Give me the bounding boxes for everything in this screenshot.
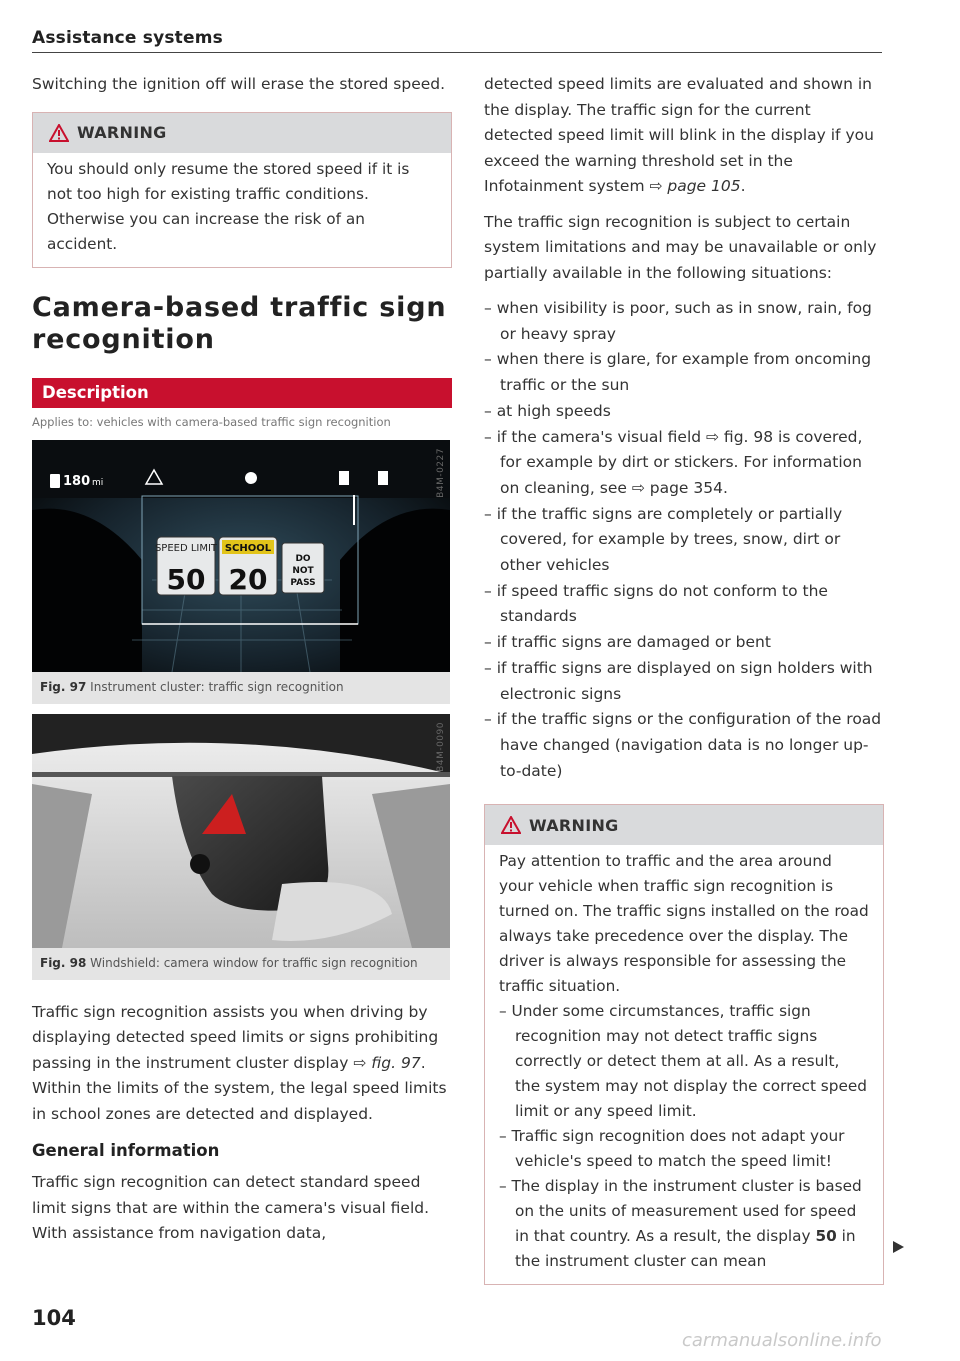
warning-header — [485, 805, 883, 845]
range-value: 180 — [63, 473, 91, 489]
list-item: – if traffic signs are damaged or bent — [484, 630, 884, 656]
speed-limit-value: 50 — [166, 562, 206, 596]
camera-lens-icon — [190, 854, 210, 874]
description-paragraph — [32, 1000, 452, 1128]
list-item: – if speed traffic signs do not conform to the standards — [484, 579, 884, 630]
text-run: Traffic sign recognition assists you when driving by displaying detected speed limits or signs prohibiting passing in the instrument cluster display — [32, 1002, 439, 1072]
warning-header — [33, 113, 451, 153]
settings-icon — [245, 472, 257, 484]
watermark: carmanualsonline.info — [682, 1330, 882, 1351]
section-title: Camera-based traffic sign recognition — [32, 291, 447, 355]
warning-triangle-icon — [49, 124, 69, 142]
text-run: in the instrument cluster can mean — [515, 1227, 856, 1271]
applies-note: Applies to: vehicles with camera-based traffic sign recognition — [32, 414, 391, 429]
list-item: – when there is glare, for example from oncoming traffic or the sun — [484, 347, 884, 398]
figure-code: B4M-0090 — [436, 721, 446, 772]
right-column — [484, 72, 884, 1285]
figure-97 — [32, 440, 450, 704]
warning-title: WARNING — [529, 815, 619, 835]
text-run: . — [740, 177, 746, 195]
page-number: 104 — [32, 1306, 76, 1330]
warning-box-1 — [32, 112, 452, 268]
list-item: – Under some circumstances, traffic sign recognition may not detect traffic signs correctly or detect them at all. As a result, the system may not display the correct speed limit or any speed limit. — [499, 999, 869, 1124]
warning-box-2 — [484, 804, 884, 1285]
text-run: detected speed limits are evaluated and shown in the display. The traffic sign for the current detected speed limit will blink in the display if you exceed the warning threshold set in the Infotainment system — [484, 75, 874, 195]
page-reference-link[interactable]: ⇨ page 105 — [649, 177, 741, 195]
figure-caption — [32, 672, 450, 704]
dnp-line-1: DO — [295, 553, 311, 564]
school-label: SCHOOL — [224, 542, 272, 554]
figure-98 — [32, 714, 450, 980]
list-item — [499, 1174, 869, 1274]
figure-number: Fig. 98 — [40, 955, 87, 970]
warning-text: You should only resume the stored speed if it is not too high for existing traffic conditions. Otherwise you can increase the risk of an accident. — [33, 153, 451, 267]
warning-title: WARNING — [77, 123, 167, 142]
figure-caption-text: Instrument cluster: traffic sign recognition — [90, 679, 344, 694]
list-item: – when visibility is poor, such as in snow, rain, fog or heavy spray — [484, 296, 884, 347]
text-run: . Within the limits of the system, the legal speed limits in school zones are detected and displayed. — [32, 1053, 447, 1123]
instrument-cluster-image — [32, 440, 450, 672]
warning-list — [499, 999, 869, 1274]
windshield-camera-image — [32, 714, 450, 948]
text-run: The display in the instrument cluster is based on the units of measurement used for speed in that country. As a result, the display — [511, 1177, 862, 1246]
range-unit: mi — [92, 477, 104, 488]
intro-paragraph: Switching the ignition off will erase the stored speed. — [32, 75, 446, 93]
left-column — [32, 72, 452, 1247]
figure-number: Fig. 97 — [40, 679, 87, 694]
list-item: – if the traffic signs are completely or partially covered, for example by trees, snow, dirt or other vehicles — [484, 502, 884, 579]
subheading-general-information: General information — [32, 1141, 220, 1160]
header-rule — [32, 52, 882, 53]
bold-speed-value: 50 — [815, 1227, 837, 1246]
figure-reference-link[interactable]: ⇨ fig. 97 — [353, 1053, 421, 1072]
list-item: – Traffic sign recognition does not adapt your vehicle's speed to match the speed limit! — [499, 1124, 869, 1174]
warning-triangle-icon — [501, 816, 521, 834]
list-item: – if the traffic signs or the configuration of the road have changed (navigation data is no longer up-to-date) — [484, 707, 884, 784]
warning-body — [485, 845, 883, 1284]
list-item: – if traffic signs are displayed on sign holders with electronic signs — [484, 656, 884, 707]
continued-paragraph — [484, 72, 884, 200]
speed-limit-label: SPEED LIMIT — [154, 542, 218, 554]
warning-text: Pay attention to traffic and the area around your vehicle when traffic sign recognition is turned on. The traffic signs installed on the road always take precedence over the display. The driver is always responsible for assessing the traffic situation. — [499, 852, 869, 996]
limitations-list — [484, 296, 884, 784]
status-icon-2 — [378, 471, 388, 485]
school-speed-value: 20 — [228, 562, 268, 596]
list-item: – if the camera's visual field ⇨ fig. 98 is covered, for example by dirt or stickers. For information on cleaning, see ⇨ page 354. — [484, 425, 884, 502]
limitations-paragraph: The traffic sign recognition is subject to certain system limitations and may be unavailable or only partially available in the following situations: — [484, 212, 877, 282]
description-bar: Description — [32, 378, 452, 408]
status-icon-1 — [339, 471, 349, 485]
fuel-icon — [50, 474, 60, 488]
dnp-line-3: PASS — [290, 577, 316, 588]
list-item: – at high speeds — [484, 399, 884, 425]
general-info-paragraph: Traffic sign recognition can detect standard speed limit signs that are within the camera's visual field. With assistance from navigation data, — [32, 1173, 430, 1242]
figure-caption-text: Windshield: camera window for traffic sign recognition — [90, 955, 418, 970]
figure-caption — [32, 948, 450, 980]
figure-code: B4M-0227 — [436, 447, 446, 498]
continue-arrow-icon — [891, 1240, 905, 1254]
dnp-line-2: NOT — [292, 565, 314, 576]
running-header: Assistance systems — [32, 28, 223, 48]
